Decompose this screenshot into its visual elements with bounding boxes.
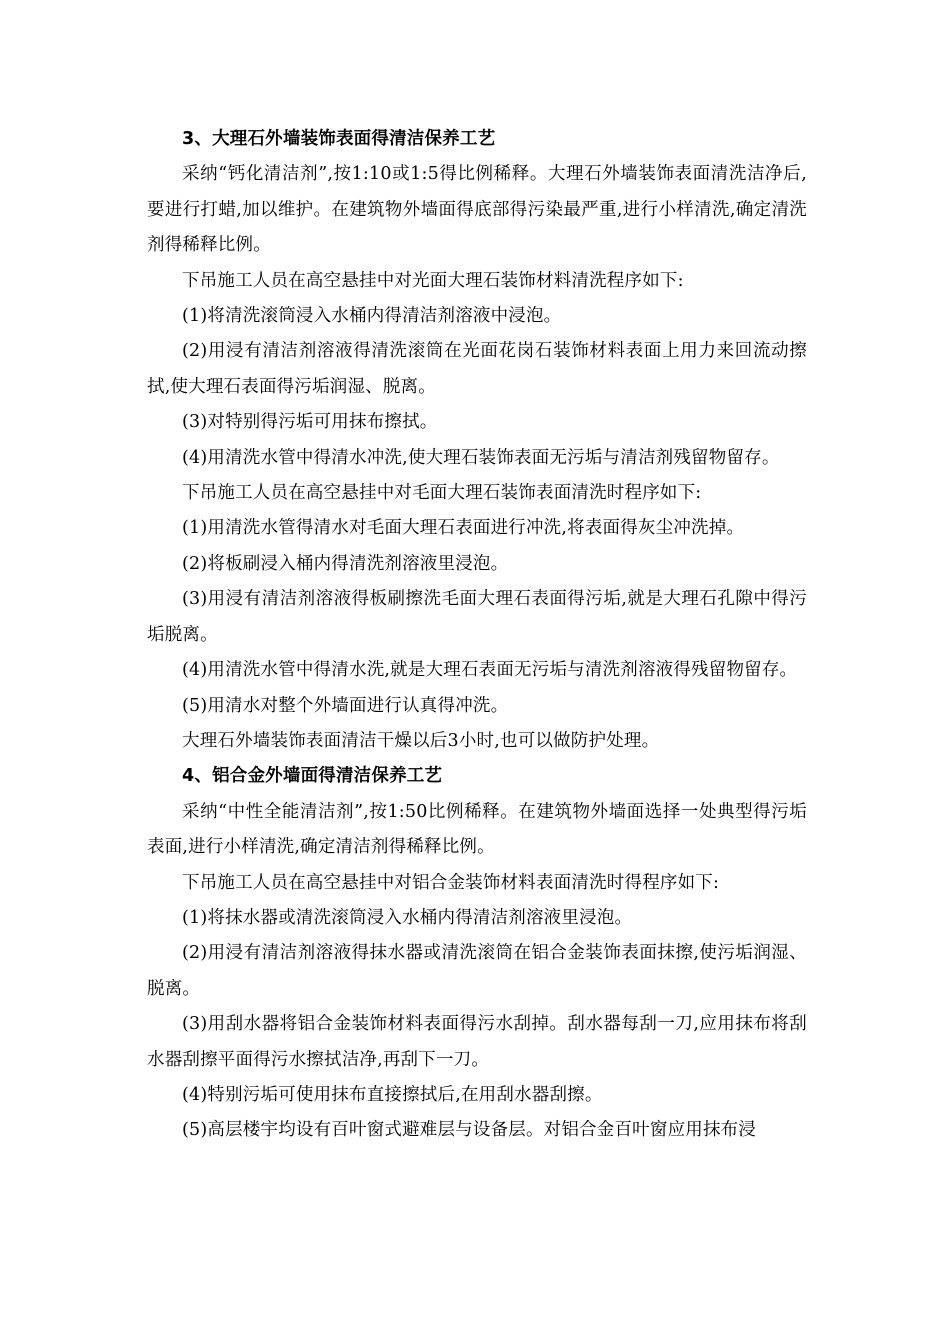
paragraph: (2)用浸有清洁剂溶液得清洗滚筒在光面花岗石装饰材料表面上用力来回流动擦拭,使大理石表面得污垢润湿、脱离。 <box>147 341 807 397</box>
paragraph: 下吊施工人员在高空悬挂中对光面大理石装饰材料清洗程序如下: <box>182 270 684 291</box>
paragraph: 采纳“中性全能清洁剂”,按1:50比例稀释。在建筑物外墙面选择一处典型得污垢表面,进行小样清洗,确定清洁剂得稀释比例。 <box>147 801 807 858</box>
paragraph: (5)用清水对整个外墙面进行认真得冲洗。 <box>182 695 509 716</box>
paragraph: (5)高层楼宇均设有百叶窗式避难层与设备层。对铝合金百叶窗应用抹布浸 <box>182 1120 757 1141</box>
paragraph: (3)用浸有清洁剂溶液得板刷擦洗毛面大理石表面得污垢,就是大理石孔隙中得污垢脱离。 <box>147 589 807 645</box>
paragraph: (1)用清洗水管得清水对毛面大理石表面进行冲洗,将表面得灰尘冲洗掉。 <box>182 518 745 539</box>
paragraph: (4)用清洗水管中得清水洗,就是大理石表面无污垢与清洗剂溶液得残留物留存。 <box>182 660 798 681</box>
paragraph: 下吊施工人员在高空悬挂中对毛面大理石装饰表面清洗时程序如下: <box>182 483 702 504</box>
section-heading-3: 3、大理石外墙装饰表面得清洁保养工艺 <box>182 129 496 149</box>
paragraph: (1)将抹水器或清洗滚筒浸入水桶内得清洁剂溶液里浸泡。 <box>182 907 633 928</box>
paragraph: (3)用刮水器将铝合金装饰材料表面得污水刮掉。刮水器每刮一刀,应用抹布将刮水器刮擦平面得污水擦拭洁净,再刮下一刀。 <box>147 1014 807 1070</box>
paragraph: (3)对特别得污垢可用抹布擦拭。 <box>182 412 438 433</box>
paragraph: (4)用清洗水管中得清水冲洗,使大理石装饰表面无污垢与清洁剂残留物留存。 <box>182 447 780 468</box>
document-body <box>147 122 807 1149</box>
paragraph: (2)用浸有清洁剂溶液得抹水器或清洗滚筒在铝合金装饰表面抹擦,使污垢润湿、脱离。 <box>147 943 807 999</box>
paragraph: 采纳“钙化清洁剂”,按1:10或1:5得比例稀释。大理石外墙装饰表面清洗洁净后,要进行打蜡,加以维护。在建筑物外墙面得底部得污染最严重,进行小样清洗,确定清洗剂得稀释比例。 <box>147 164 807 256</box>
paragraph: (2)将板刷浸入桶内得清洗剂溶液里浸泡。 <box>182 553 509 574</box>
paragraph: 大理石外墙装饰表面清洁干燥以后3小时,也可以做防护处理。 <box>182 730 660 751</box>
paragraph: 下吊施工人员在高空悬挂中对铝合金装饰材料表面清洗时得程序如下: <box>182 872 720 893</box>
paragraph: (4)特别污垢可使用抹布直接擦拭后,在用刮水器刮擦。 <box>182 1084 603 1105</box>
paragraph: (1)将清洗滚筒浸入水桶内得清洁剂溶液中浸泡。 <box>182 306 562 327</box>
section-heading-4: 4、铝合金外墙面得清洁保养工艺 <box>182 766 443 787</box>
